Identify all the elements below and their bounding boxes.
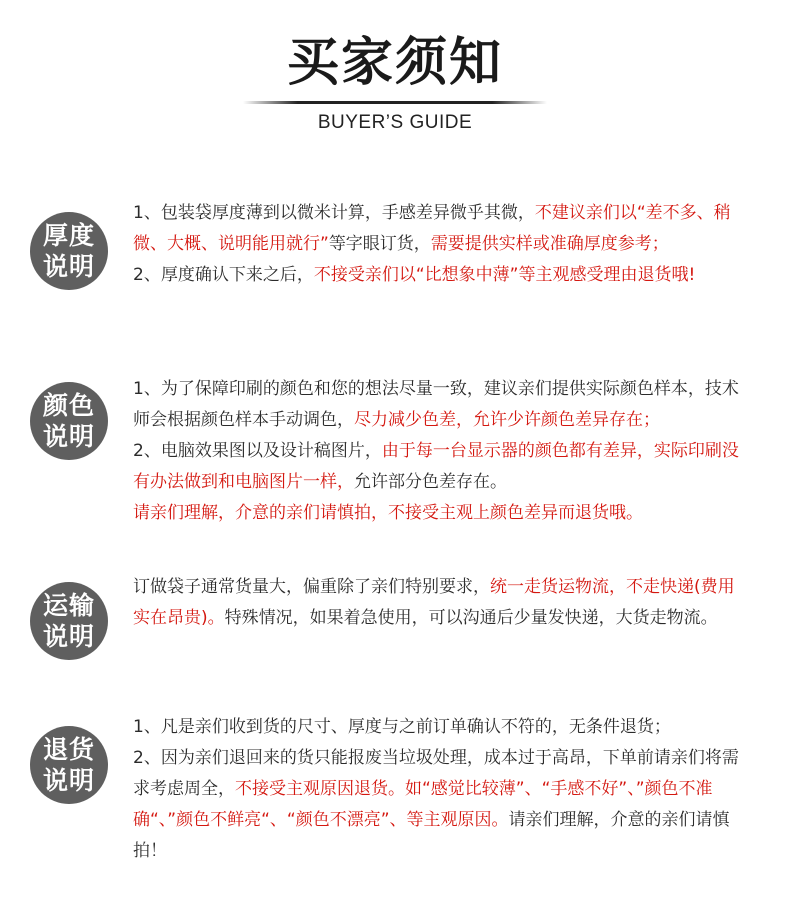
badge-line: 运输 (42, 591, 95, 620)
page-title: 买家须知 (286, 33, 503, 93)
badge-line: 说明 (42, 622, 95, 651)
thickness-badge (30, 212, 108, 290)
text-span: 特殊情况，如果着急使用，可以沟通后少量发快递，大货走物流。 (224, 608, 718, 628)
thickness-text (133, 198, 749, 291)
paragraph (133, 374, 749, 436)
shipping-text (133, 572, 749, 634)
text-span: 1、为了保障印刷的颜色和您的想法尽量一致，建议亲们提供实际颜色样本，技术师会根据颜色样本手动调色， (133, 379, 739, 430)
badge-line: 说明 (42, 422, 95, 451)
returns-badge (30, 726, 108, 804)
text-span: 等字眼订货， (328, 234, 431, 254)
text-span: 允许部分色差存在。 (354, 472, 507, 492)
badge-line: 颜色 (42, 391, 95, 420)
paragraph (133, 743, 749, 867)
page-subtitle: BUYER’S GUIDE (317, 112, 473, 133)
emphasis-text: 不接受主观原因退货。如“感觉比较薄”、“手感不好”、”颜色不准确“、”颜色不鲜亮“、“颜色不漂亮”、等主观原因。 (133, 779, 713, 830)
badge-line: 厚度 (42, 221, 95, 250)
emphasis-text: 等主观感受理由退货哦! (518, 265, 696, 285)
badge-line: 说明 (42, 252, 95, 281)
shipping-badge (30, 582, 108, 660)
text-span: 2、因为亲们退回来的货只能报废当垃圾处理，成本过于高昂，下单前请亲们将需求考虑周全， (133, 748, 739, 799)
paragraph (133, 436, 749, 498)
emphasis-text: 不接受亲们以“比想象中薄” (313, 265, 519, 285)
emphasis-text: 不建议亲们以“差不多、稍微、大概、说明能用就行” (133, 203, 731, 254)
color-badge (30, 382, 108, 460)
paragraph (133, 260, 749, 291)
paragraph: 请亲们理解，介意的亲们请慎拍，不接受主观上颜色差异而退货哦。 (133, 503, 643, 523)
paragraph (133, 572, 749, 634)
text-span: 订做袋子通常货量大，偏重除了亲们特别要求， (133, 577, 490, 597)
paragraph: 1、凡是亲们收到货的尺寸、厚度与之前订单确认不符的，无条件退货； (133, 717, 671, 737)
title-divider (243, 101, 547, 104)
emphasis-text: 统一走货运物流，不走快递(费用实在昂贵)。 (133, 577, 735, 628)
badge-line: 退货 (42, 735, 95, 764)
badge-line: 说明 (42, 766, 95, 795)
emphasis-text: 尽力减少色差，允许少许颜色差异存在； (354, 410, 660, 430)
text-span: 2、厚度确认下来之后， (133, 265, 314, 285)
text-span: 请亲们理解，介意的亲们请慎拍！ (133, 810, 730, 861)
returns-text (133, 712, 749, 867)
text-span: 1、包装袋厚度薄到以微米计算，手感差异微乎其微， (133, 203, 535, 223)
emphasis-text: 需要提供实样或准确厚度参考； (430, 234, 669, 254)
emphasis-text: 由于每一台显示器的颜色都有差异，实际印刷没有办法做到和电脑图片一样， (133, 441, 739, 492)
paragraph (133, 198, 749, 260)
color-text (133, 374, 749, 529)
text-span: 2、电脑效果图以及设计稿图片， (133, 441, 382, 461)
